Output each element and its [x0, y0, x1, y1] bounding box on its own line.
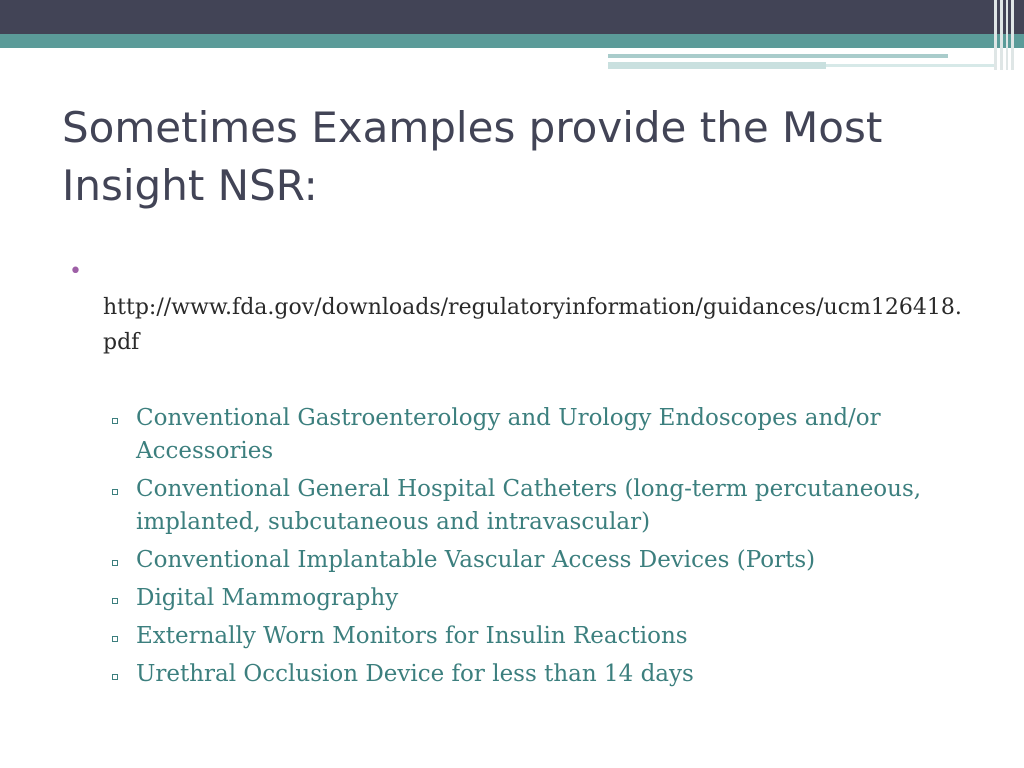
header-vertical-stripes — [990, 0, 1024, 70]
list-item-text: Conventional Gastroenterology and Urology Endoscopes and/or Accessories — [136, 405, 881, 464]
bullet-icon: • — [69, 259, 82, 284]
list-item-text: Externally Worn Monitors for Insulin Reactions — [136, 623, 688, 649]
slide-title: Sometimes Examples provide the Most Insight NSR: — [62, 103, 883, 210]
list-item — [108, 658, 988, 691]
header-teal-band — [0, 34, 1024, 48]
square-bullet-icon — [112, 598, 118, 604]
reference-link[interactable]: http://www.fda.gov/downloads/regulatoryinformation/guidances/ucm126418.pdf — [103, 295, 962, 355]
list-item — [108, 473, 988, 539]
square-bullet-icon — [112, 636, 118, 642]
header-accent-line — [608, 62, 826, 69]
header-accent-line — [826, 64, 996, 67]
header-accent-line — [608, 54, 948, 58]
square-bullet-icon — [112, 560, 118, 566]
square-bullet-icon — [112, 674, 118, 680]
header-dark-band — [0, 0, 1024, 34]
square-bullet-icon — [112, 418, 118, 424]
list-item-text: Conventional General Hospital Catheters (long-term percutaneous, implanted, subcutaneous and intravascular) — [136, 476, 922, 535]
square-bullet-icon — [112, 489, 118, 495]
list-item — [108, 582, 988, 615]
list-item — [108, 544, 988, 577]
stripe — [994, 0, 997, 70]
stripe — [1000, 0, 1003, 70]
list-item — [108, 620, 988, 653]
stripe — [1011, 0, 1014, 70]
list-item-text: Digital Mammography — [136, 585, 399, 611]
device-example-list — [108, 402, 988, 696]
list-item-text: Urethral Occlusion Device for less than 14 days — [136, 661, 694, 687]
stripe — [1006, 0, 1008, 70]
list-item — [108, 402, 988, 468]
list-item-text: Conventional Implantable Vascular Access Devices (Ports) — [136, 547, 816, 573]
